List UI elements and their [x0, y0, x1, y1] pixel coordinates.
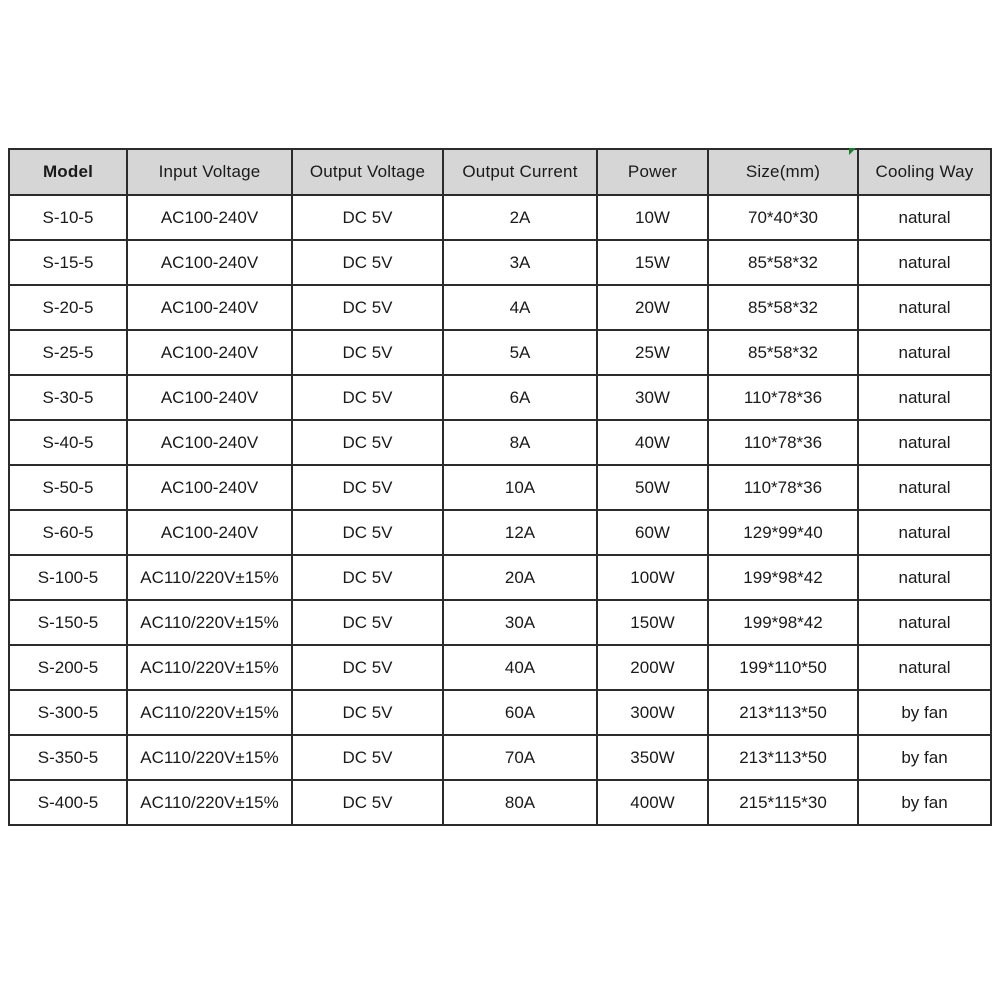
cell-output-current: 6A: [443, 375, 597, 420]
spec-sheet: [8, 148, 990, 826]
cell-model: S-40-5: [9, 420, 127, 465]
header-input-voltage: Input Voltage: [127, 149, 292, 195]
cell-power: 20W: [597, 285, 708, 330]
cell-model: S-200-5: [9, 645, 127, 690]
cell-output-voltage: DC 5V: [292, 780, 443, 825]
cell-output-voltage: DC 5V: [292, 645, 443, 690]
cell-model: S-400-5: [9, 780, 127, 825]
table-row: [9, 600, 991, 645]
cell-cooling-way: natural: [858, 195, 991, 240]
cell-output-voltage: DC 5V: [292, 600, 443, 645]
cell-input-voltage: AC100-240V: [127, 330, 292, 375]
cell-output-current: 60A: [443, 690, 597, 735]
cell-model: S-60-5: [9, 510, 127, 555]
cell-input-voltage: AC110/220V±15%: [127, 690, 292, 735]
cell-size: 85*58*32: [708, 240, 858, 285]
table-row: [9, 555, 991, 600]
cell-input-voltage: AC100-240V: [127, 285, 292, 330]
cell-size: 70*40*30: [708, 195, 858, 240]
cell-power: 40W: [597, 420, 708, 465]
table-row: [9, 420, 991, 465]
cell-output-current: 40A: [443, 645, 597, 690]
cell-model: S-30-5: [9, 375, 127, 420]
header-power: Power: [597, 149, 708, 195]
cell-output-voltage: DC 5V: [292, 195, 443, 240]
cell-input-voltage: AC100-240V: [127, 420, 292, 465]
table-row: [9, 375, 991, 420]
table-row: [9, 510, 991, 555]
cell-output-voltage: DC 5V: [292, 555, 443, 600]
table-row: [9, 645, 991, 690]
cell-output-current: 12A: [443, 510, 597, 555]
cell-power: 25W: [597, 330, 708, 375]
cell-power: 30W: [597, 375, 708, 420]
cell-input-voltage: AC110/220V±15%: [127, 645, 292, 690]
cell-size: 85*58*32: [708, 330, 858, 375]
cell-cooling-way: natural: [858, 240, 991, 285]
cell-input-voltage: AC110/220V±15%: [127, 780, 292, 825]
cell-power: 10W: [597, 195, 708, 240]
cell-output-current: 4A: [443, 285, 597, 330]
cell-input-voltage: AC110/220V±15%: [127, 555, 292, 600]
cell-output-current: 3A: [443, 240, 597, 285]
cell-cooling-way: by fan: [858, 735, 991, 780]
cell-output-voltage: DC 5V: [292, 285, 443, 330]
spec-table: [8, 148, 992, 826]
cell-output-voltage: DC 5V: [292, 690, 443, 735]
cell-size: 199*98*42: [708, 600, 858, 645]
cell-power: 300W: [597, 690, 708, 735]
cell-output-voltage: DC 5V: [292, 465, 443, 510]
cell-cooling-way: natural: [858, 600, 991, 645]
cell-size: 129*99*40: [708, 510, 858, 555]
cell-output-current: 10A: [443, 465, 597, 510]
cell-size: 215*115*30: [708, 780, 858, 825]
cell-size: 199*98*42: [708, 555, 858, 600]
cell-power: 400W: [597, 780, 708, 825]
cell-size: 213*113*50: [708, 690, 858, 735]
cell-model: S-25-5: [9, 330, 127, 375]
table-row: [9, 735, 991, 780]
cell-power: 200W: [597, 645, 708, 690]
cell-cooling-way: natural: [858, 645, 991, 690]
cell-output-voltage: DC 5V: [292, 240, 443, 285]
cell-model: S-100-5: [9, 555, 127, 600]
cell-size: 110*78*36: [708, 465, 858, 510]
table-row: [9, 195, 991, 240]
cell-size: 110*78*36: [708, 420, 858, 465]
cell-power: 60W: [597, 510, 708, 555]
cell-cooling-way: by fan: [858, 690, 991, 735]
cell-output-voltage: DC 5V: [292, 420, 443, 465]
cell-cooling-way: natural: [858, 510, 991, 555]
cell-model: S-10-5: [9, 195, 127, 240]
cell-cooling-way: natural: [858, 555, 991, 600]
cell-input-voltage: AC100-240V: [127, 465, 292, 510]
cell-cooling-way: natural: [858, 375, 991, 420]
cell-cooling-way: natural: [858, 330, 991, 375]
cell-model: S-20-5: [9, 285, 127, 330]
cell-input-voltage: AC110/220V±15%: [127, 735, 292, 780]
header-model: Model: [9, 149, 127, 195]
table-row: [9, 330, 991, 375]
cell-size: 199*110*50: [708, 645, 858, 690]
cell-output-voltage: DC 5V: [292, 735, 443, 780]
cell-size: 213*113*50: [708, 735, 858, 780]
cell-input-voltage: AC100-240V: [127, 195, 292, 240]
cell-output-voltage: DC 5V: [292, 375, 443, 420]
header-size: Size(mm): [708, 149, 858, 195]
cell-power: 150W: [597, 600, 708, 645]
cell-output-current: 80A: [443, 780, 597, 825]
cell-cooling-way: by fan: [858, 780, 991, 825]
table-row: [9, 465, 991, 510]
cell-cooling-way: natural: [858, 465, 991, 510]
cell-input-voltage: AC100-240V: [127, 240, 292, 285]
cell-model: S-350-5: [9, 735, 127, 780]
cell-model: S-150-5: [9, 600, 127, 645]
header-output-voltage: Output Voltage: [292, 149, 443, 195]
cell-size: 85*58*32: [708, 285, 858, 330]
cell-input-voltage: AC100-240V: [127, 510, 292, 555]
cell-model: S-50-5: [9, 465, 127, 510]
cell-output-current: 2A: [443, 195, 597, 240]
cell-output-current: 20A: [443, 555, 597, 600]
cell-output-current: 8A: [443, 420, 597, 465]
cell-model: S-15-5: [9, 240, 127, 285]
table-row: [9, 285, 991, 330]
cell-cooling-way: natural: [858, 285, 991, 330]
table-row: [9, 690, 991, 735]
header-output-current: Output Current: [443, 149, 597, 195]
cell-output-current: 5A: [443, 330, 597, 375]
cell-power: 50W: [597, 465, 708, 510]
cell-output-voltage: DC 5V: [292, 510, 443, 555]
cell-power: 15W: [597, 240, 708, 285]
cell-input-voltage: AC110/220V±15%: [127, 600, 292, 645]
cell-power: 100W: [597, 555, 708, 600]
cell-output-current: 70A: [443, 735, 597, 780]
cell-model: S-300-5: [9, 690, 127, 735]
cell-power: 350W: [597, 735, 708, 780]
table-body: [9, 195, 991, 825]
cell-input-voltage: AC100-240V: [127, 375, 292, 420]
cell-cooling-way: natural: [858, 420, 991, 465]
cell-output-voltage: DC 5V: [292, 330, 443, 375]
header-row: [9, 149, 991, 195]
cell-comment-marker: [849, 148, 856, 155]
header-cooling-way: Cooling Way: [858, 149, 991, 195]
cell-output-current: 30A: [443, 600, 597, 645]
table-row: [9, 780, 991, 825]
cell-size: 110*78*36: [708, 375, 858, 420]
table-row: [9, 240, 991, 285]
